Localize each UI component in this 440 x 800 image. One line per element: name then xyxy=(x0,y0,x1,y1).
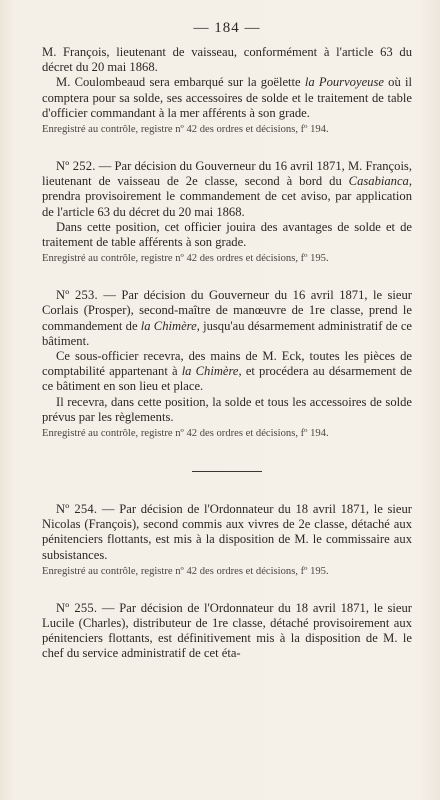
decision-text-b: , jusqu'au désarmement administratif de ce bâtiment. xyxy=(42,318,412,348)
decision-253-paragraph-2 xyxy=(42,349,412,395)
decision-255-paragraph xyxy=(42,601,412,662)
registration-note: Enregistré au contrôle, registre nº 42 des ordres et décisions, fº 195. xyxy=(42,565,329,577)
decision-252 xyxy=(42,159,412,266)
decision-text: — Par décision de l'Ordonnateur du 18 avril 1871, le sieur Lucile (Charles), distributeur de 1re classe, détaché provisoirement aux pénitenciers flottants, est définitivement mis à la disposition de M. le chef du service administratif de cet éta- xyxy=(42,600,412,661)
intro-section xyxy=(42,45,412,137)
decision-number: Nº 253. xyxy=(56,288,98,303)
registration-note: Enregistré au contrôle, registre nº 42 des ordres et décisions, fº 195. xyxy=(42,253,329,265)
decision-text-a: — Par décision du Gouverneur du 16 avril 1871, M. François, lieutenant de vaisseau de 2e classe, second à bord du xyxy=(42,159,412,189)
decision-text: — Par décision de l'Ordonnateur du 18 avril 1871, le sieur Nicolas (François), second commis aux vivres de 2e classe, détaché aux pénitenciers flottants, est mis à la disposition de M. le commissaire aux subsistances. xyxy=(42,502,412,562)
decision-255 xyxy=(42,601,412,662)
decision-253 xyxy=(42,288,412,441)
decision-252-paragraph-2: Dans cette position, cet officier jouira des avantages de solde et de traitement de table afférents à son grade. xyxy=(42,219,412,250)
intro-text-a: M. Coulombeaud sera embarqué sur la goëlette xyxy=(56,75,305,90)
decision-252-paragraph xyxy=(42,159,412,220)
decision-number: Nº 254. xyxy=(56,502,98,517)
intro-paragraph xyxy=(42,75,412,121)
decision-253-paragraph-3: Il recevra, dans cette position, la solde et tous les accessoires de solde prévus par les règlements. xyxy=(42,394,412,424)
decision-number: Nº 252. xyxy=(56,159,96,174)
registration-note: Enregistré au contrôle, registre nº 42 des ordres et décisions, fº 194. xyxy=(42,428,329,440)
decision-text-b: , et procédera au désarmement de ce bâtiment en son lieu et place. xyxy=(42,364,412,394)
section-divider xyxy=(192,471,262,472)
ship-name: Casabianca xyxy=(348,174,409,189)
page-number: — 184 — xyxy=(193,20,261,36)
decision-text-a: — Par décision du Gouverneur du 16 avril 1871, le sieur Corlais (Prosper), second-maître de manœuvre de 1re classe, prend le commandement de xyxy=(42,288,412,333)
decision-text-b: , prendra provisoirement le commandement de cet aviso, par application de l'article 63 du décret du 20 mai 1868. xyxy=(42,174,412,219)
registration-note: Enregistré au contrôle, registre nº 42 des ordres et décisions, fº 194. xyxy=(42,124,329,136)
intro-line: M. François, lieutenant de vaisseau, conformément à l'article 63 du décret du 20 mai 1868. xyxy=(42,45,412,75)
decision-text-a: Ce sous-officier recevra, des mains de M. Eck, toutes les pièces de comptabilité appartenant à xyxy=(42,349,412,379)
ship-name: la Chimère xyxy=(181,364,239,379)
ship-name: la Pourvoyeuse xyxy=(304,75,384,90)
decision-254-paragraph xyxy=(42,502,412,563)
ship-name: la Chimère xyxy=(140,318,197,333)
decision-253-paragraph xyxy=(42,288,412,349)
intro-text-b: où il comptera pour sa solde, ses accessoires de solde et le traitement de table d'officier commandant à la mer afférents à son grade. xyxy=(42,75,413,120)
decision-number: Nº 255. xyxy=(56,600,98,615)
decision-254 xyxy=(42,502,412,579)
